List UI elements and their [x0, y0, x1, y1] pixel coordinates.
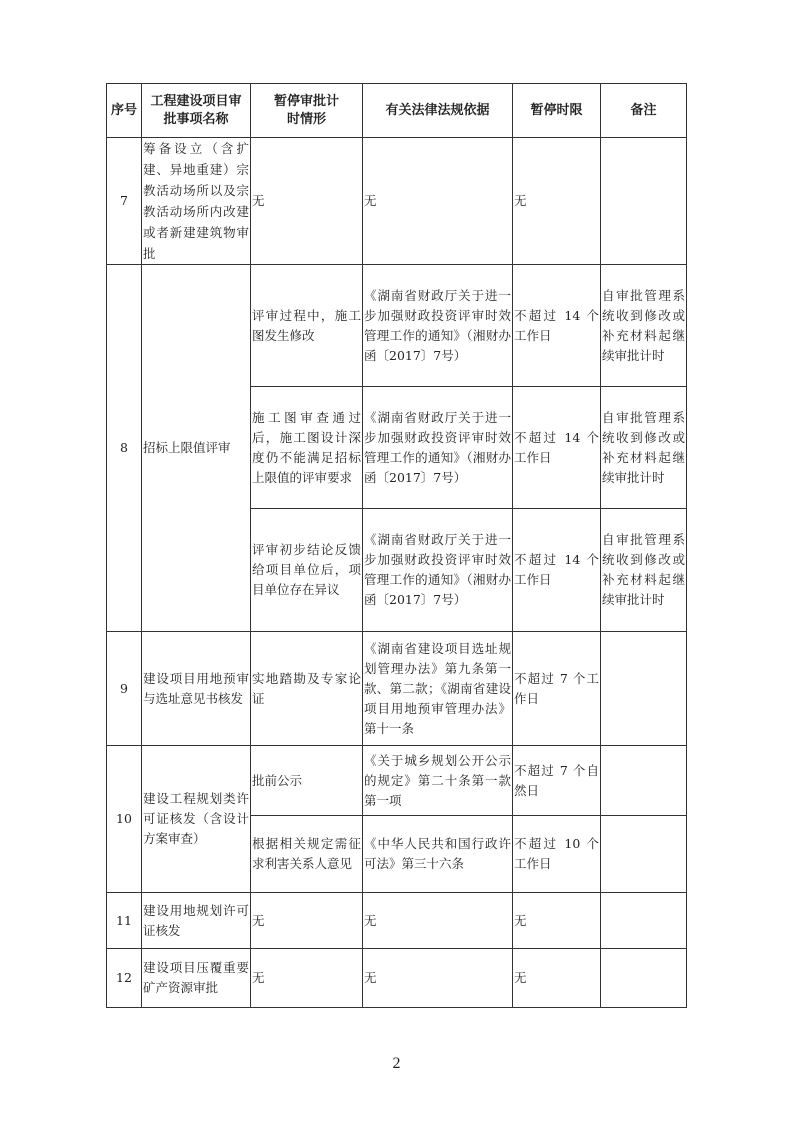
table-row [107, 746, 687, 816]
table-header-row [107, 84, 687, 138]
table-row [107, 138, 687, 265]
pause-limit-cell: 不超过 14 个工作日 [513, 265, 601, 387]
item-name-cell: 建设用地规划许可证核发 [142, 893, 251, 949]
remark-cell [601, 138, 687, 265]
header-seq: 序号 [107, 84, 142, 138]
seq-cell: 10 [107, 746, 142, 893]
legal-basis-cell: 《湖南省财政厅关于进一步加强财政投资评审时效管理工作的通知》（湘财办函〔2017〕7号） [363, 387, 513, 509]
remark-cell: 自审批管理系统收到修改或补充材料起继续审批计时 [601, 265, 687, 387]
legal-basis-cell: 《湖南省财政厅关于进一步加强财政投资评审时效管理工作的通知》（湘财办函〔2017〕7号） [363, 265, 513, 387]
item-name-cell: 建设项目压覆重要矿产资源审批 [142, 949, 251, 1008]
remark-cell [601, 893, 687, 949]
approval-pause-table [106, 83, 687, 1008]
remark-cell: 自审批管理系统收到修改或补充材料起继续审批计时 [601, 509, 687, 632]
pause-case-cell: 无 [251, 893, 363, 949]
pause-case-cell: 无 [251, 138, 363, 265]
legal-basis-cell: 《湖南省建设项目选址规划管理办法》第九条第一款、第二款；《湖南省建设项目用地预审管理办法》第十一条 [363, 632, 513, 746]
seq-cell: 7 [107, 138, 142, 265]
pause-limit-cell: 不超过 10 个工作日 [513, 816, 601, 893]
remark-cell [601, 816, 687, 893]
pause-case-cell: 批前公示 [251, 746, 363, 816]
pause-case-cell: 施工图审查通过后，施工图设计深度仍不能满足招标上限值的评审要求 [251, 387, 363, 509]
legal-basis-cell: 《湖南省财政厅关于进一步加强财政投资评审时效管理工作的通知》（湘财办函〔2017〕7号） [363, 509, 513, 632]
item-name-cell: 建设项目用地预审与选址意见书核发 [142, 632, 251, 746]
header-legal-basis: 有关法律法规依据 [363, 84, 513, 138]
header-item-name: 工程建设项目审批事项名称 [142, 84, 251, 138]
item-name-cell: 招标上限值评审 [142, 265, 251, 632]
pause-limit-cell: 不超过 14 个工作日 [513, 509, 601, 632]
header-remark: 备注 [601, 84, 687, 138]
seq-cell: 12 [107, 949, 142, 1008]
pause-case-cell: 根据相关规定需征求利害关系人意见 [251, 816, 363, 893]
legal-basis-cell: 《中华人民共和国行政许可法》第三十六条 [363, 816, 513, 893]
pause-limit-cell: 无 [513, 949, 601, 1008]
pause-case-cell: 实地踏勘及专家论证 [251, 632, 363, 746]
pause-limit-cell: 不超过 7 个工作日 [513, 632, 601, 746]
pause-limit-cell: 无 [513, 893, 601, 949]
seq-cell: 11 [107, 893, 142, 949]
table-row [107, 893, 687, 949]
table-row [107, 265, 687, 387]
pause-case-cell: 评审过程中，施工图发生修改 [251, 265, 363, 387]
legal-basis-cell: 无 [363, 949, 513, 1008]
legal-basis-cell: 无 [363, 138, 513, 265]
seq-cell: 8 [107, 265, 142, 632]
item-name-cell: 建设工程规划类许可证核发（含设计方案审查） [142, 746, 251, 893]
table-row [107, 632, 687, 746]
page-number: 2 [392, 1055, 401, 1072]
pause-case-cell: 评审初步结论反馈给项目单位后，项目单位存在异议 [251, 509, 363, 632]
remark-cell [601, 949, 687, 1008]
remark-cell: 自审批管理系统收到修改或补充材料起继续审批计时 [601, 387, 687, 509]
legal-basis-cell: 《关于城乡规划公开公示的规定》第二十条第一款第一项 [363, 746, 513, 816]
pause-case-cell: 无 [251, 949, 363, 1008]
remark-cell [601, 746, 687, 816]
pause-limit-cell: 不超过 7 个自然日 [513, 746, 601, 816]
pause-limit-cell: 无 [513, 138, 601, 265]
legal-basis-cell: 无 [363, 893, 513, 949]
header-pause-limit: 暂停时限 [513, 84, 601, 138]
header-pause-case: 暂停审批计时情形 [251, 84, 363, 138]
seq-cell: 9 [107, 632, 142, 746]
pause-limit-cell: 不超过 14 个工作日 [513, 387, 601, 509]
item-name-cell: 筹备设立（含扩建、异地重建）宗教活动场所以及宗教活动场所内改建或者新建建筑物审批 [142, 138, 251, 265]
remark-cell [601, 632, 687, 746]
table-row [107, 949, 687, 1008]
